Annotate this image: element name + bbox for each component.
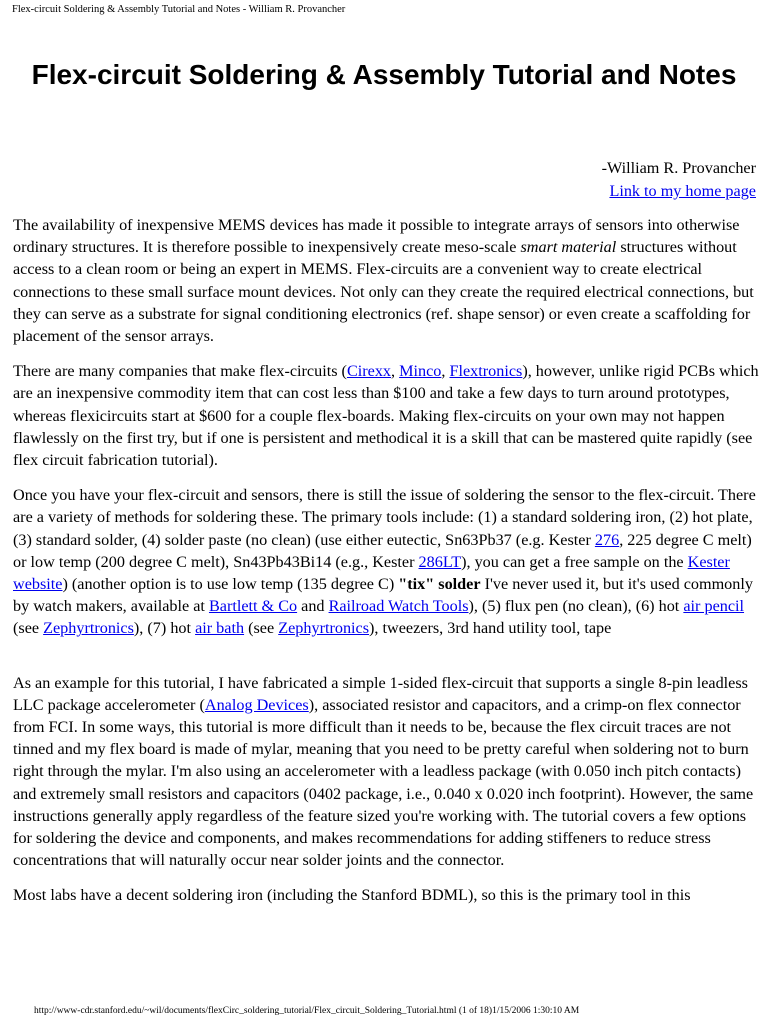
kester-website-link[interactable]: Kester website [13, 552, 730, 594]
paragraph-soldering-iron: Most labs have a decent soldering iron (including the Stanford BDML), so this is the primary tool in this [13, 886, 691, 905]
minco-link[interactable]: Minco [399, 362, 442, 381]
paragraph-tools: Once you have your flex-circuit and sensors, there is still the issue of soldering the sensor to the flex-circuit. There are a variety of methods for soldering these. The primary tools include: (1) a standard soldering iron, (2) hot plate, (3) standard solder, (4) solder paste (no clean) (use either eutectic, Sn63Pb37 (e.g. Kester 276, 225 degree C melt) or low temp (200 degree C melt), Sn43Pb43Bi14 (e.g., Kester 286LT), you can get a free sample on the Kester website) (another option is to use low temp (135 degree C) "tix" solder I've never used it, but it's used commonly by watch makers, available at Bartlett & Co and Railroad Watch Tools), (5) flux pen (no clean), (6) hot air pencil (see Zephyrtronics), (7) hot air bath (see Zephyrtronics), tweezers, 3rd hand utility tool, tape [13, 486, 756, 638]
air-pencil-link[interactable]: air pencil [683, 597, 745, 616]
tix-solder-strong: "tix" solder [398, 575, 481, 594]
paragraph-intro: The availability of inexpensive MEMS devices has made it possible to integrate arrays of sensors into otherwise ordinary structures. It is therefore possible to inexpensively create meso-scale smart material structures without access to a clean room or being an expert in MEMS. Flex-circuits are a convenient way to create electrical connections to these small surface mount devices. Not only can they create the required electrical connections, but they can serve as a substrate for signal conditioning electronics (ref. shape sensor) or even create a scaffolding for placement of the sensor arrays. [13, 216, 754, 346]
kester-286lt-link[interactable]: 286LT [418, 552, 462, 571]
zephyrtronics-link-2[interactable]: Zephyrtronics [278, 619, 370, 638]
flextronics-link[interactable]: Flextronics [449, 362, 523, 381]
print-header: Flex-circuit Soldering & Assembly Tutorial and Notes - William R. Provancher [12, 4, 346, 15]
analog-devices-link[interactable]: Analog Devices [204, 695, 309, 714]
home-page-link[interactable]: Link to my home page [609, 182, 756, 200]
bartlett-link[interactable]: Bartlett & Co [208, 597, 298, 616]
cirexx-link[interactable]: Cirexx [346, 362, 392, 381]
page-title: Flex-circuit Soldering & Assembly Tutorial and Notes [31, 59, 737, 90]
smart-material-emphasis: smart material [520, 238, 617, 257]
kester-276-link[interactable]: 276 [594, 530, 620, 549]
print-footer-url: http://www-cdr.stanford.edu/~wil/documents/flexCirc_soldering_tutorial/Flex_circuit_Soldering_Tutorial.html (1 of 18)1/15/2006 1:30:10 AM [34, 1006, 580, 1016]
author-name: -William R. Provancher [601, 159, 756, 177]
railroad-watch-tools-link[interactable]: Railroad Watch Tools [328, 597, 469, 616]
paragraph-example: As an example for this tutorial, I have fabricated a simple 1-sided flex-circuit that supports a single 8-pin leadless LLC package accelerometer (Analog Devices), associated resistor and capacitors, and a crimp-on flex connector from FCI. In some ways, this tutorial is more difficult than it needs to be, because the flex circuit traces are not tinned and my flex board is made of mylar, meaning that you need to be pretty careful when soldering not to burn right through the mylar. I'm also using an accelerometer with a leadless package (with 0.050 inch pitch contacts) and extremely small resistors and capacitors (0402 package, i.e., 0.040 x 0.020 inch footprint). However, the same instructions generally apply regardless of the feature sized you're working with. The tutorial covers a few options for soldering the device and components, and makes recommendations for adding stiffeners to reduce stress concentrations that will naturally occur near solder joints and the connector. [13, 673, 754, 870]
article-body [13, 214, 759, 919]
paragraph-companies: There are many companies that make flex-circuits (Cirexx, Minco, Flextronics), however, unlike rigid PCBs which are an inexpensive commodity item that can cost less than $100 and take a few days to turn around prototypes, whereas flexicircuits start at $600 for a couple flex-boards. Making flex-circuits on your own may not happen flawlessly on the first try, but if one is persistent and methodical it is a skill that can be mastered quite rapidly (see flex circuit fabrication tutorial). [13, 362, 759, 470]
author-block [602, 157, 756, 203]
zephyrtronics-link-1[interactable]: Zephyrtronics [43, 619, 134, 638]
air-bath-link[interactable]: air bath [195, 619, 245, 638]
